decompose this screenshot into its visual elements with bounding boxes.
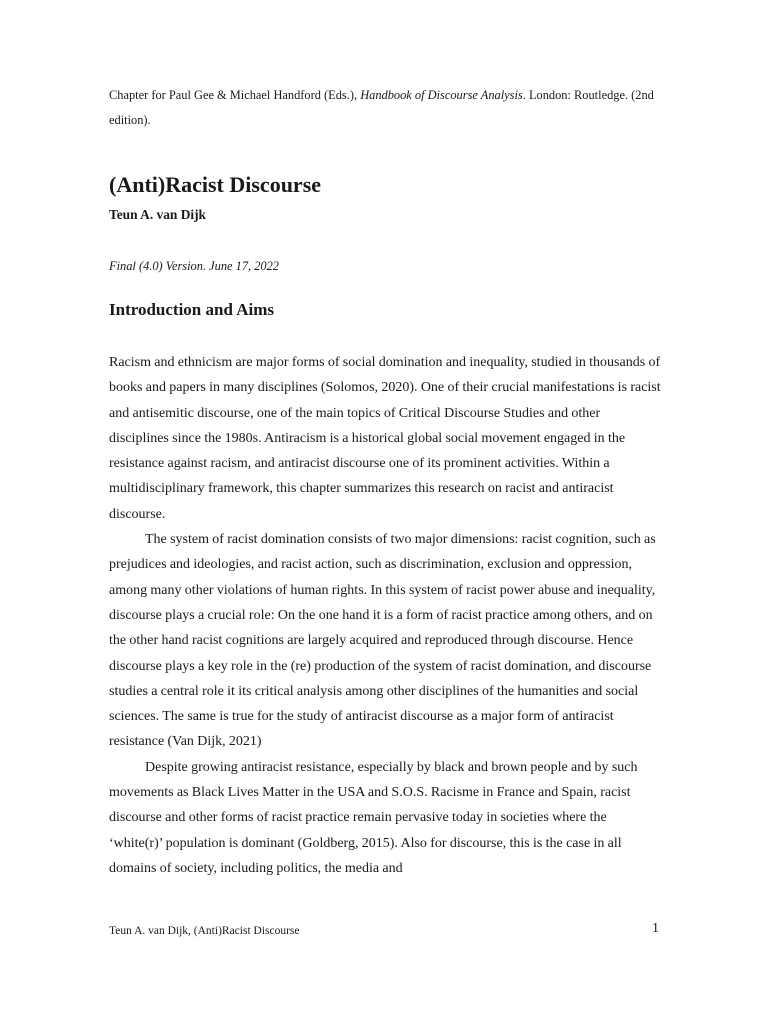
chapter-citation bbox=[109, 83, 669, 133]
version-note: Final (4.0) Version. June 17, 2022 bbox=[109, 259, 280, 273]
section-heading: Introduction and Aims bbox=[109, 300, 275, 319]
paragraph-3: Despite growing antiracist resistance, especially by black and brown people and by such movements as Black Lives Matter in the USA and S.O.S. Racisme in France and Spain, racist discourse and other forms of racist practice remain pervasive today in societies where the ‘white(r)’ population is dominant (Goldberg, 2015). Also for discourse, this is the case in all domains of society, including politics, the media and bbox=[109, 759, 638, 876]
paragraph-2: The system of racist domination consists of two major dimensions: racist cognition, such as prejudices and ideologies, and racist action, such as discrimination, exclusion and oppression, among many other violations of human rights. In this system of racist power abuse and inequality, discourse plays a crucial role: On the one hand it is a form of racist practice among others, and on the other hand racist cognitions are largely acquired and reproduced through discourse. Hence discourse plays a key role in the (re) production of the system of racist domination, and discourse studies a central role it its critical analysis among other disciplines of the humanities and social sciences. The same is true for the study of antiracist discourse as a major form of antiracist resistance (Van Dijk, 2021) bbox=[109, 532, 656, 750]
citation-book-title: Handbook of Discourse Analysis bbox=[360, 88, 523, 102]
paragraph-1: Racism and ethnicism are major forms of social domination and inequality, studied in thousands of books and papers in many disciplines (Solomos, 2020). One of their crucial manifestations is racist and antisemitic discourse, one of the main topics of Critical Discourse Studies and other disciplines since the 1980s. Antiracism is a historical global social movement engaged in the resistance against racism, and antiracist discourse one of its prominent activities. Within a multidisciplinary framework, this chapter summarizes this research on racist and antiracist discourse. bbox=[109, 355, 661, 522]
page-number: 1 bbox=[652, 921, 659, 936]
citation-suffix: . London: Routledge. (2nd edition). bbox=[109, 88, 654, 127]
citation-prefix: Chapter for Paul Gee & Michael Handford (Eds.), bbox=[109, 88, 361, 102]
footer-running-title: Teun A. van Dijk, (Anti)Racist Discourse bbox=[109, 925, 300, 937]
body-text bbox=[109, 350, 661, 881]
paper-title: (Anti)Racist Discourse bbox=[109, 172, 322, 197]
page-footer bbox=[109, 923, 659, 939]
paper-author: Teun A. van Dijk bbox=[109, 207, 206, 222]
